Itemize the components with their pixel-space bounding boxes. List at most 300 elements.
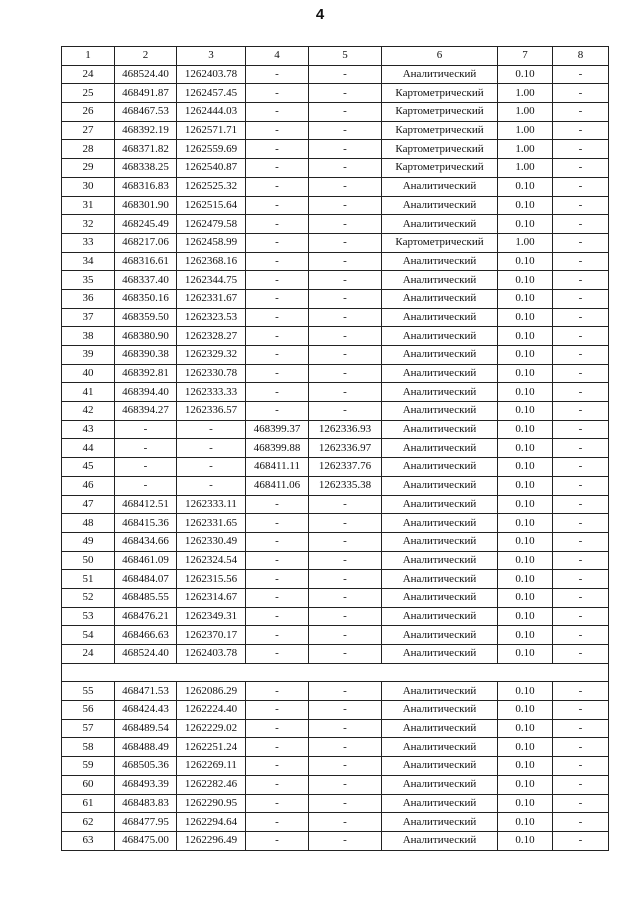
table-cell: - (553, 84, 609, 103)
table-cell: - (309, 252, 382, 271)
table-cell: - (246, 65, 309, 84)
table-cell: 34 (62, 252, 115, 271)
table-row (62, 103, 609, 122)
header-cell: 1 (62, 47, 115, 66)
table-cell: - (553, 626, 609, 645)
table-cell: Аналитический (382, 271, 498, 290)
table-cell: Аналитический (382, 420, 498, 439)
table-cell: 1262403.78 (177, 645, 246, 664)
table-row (62, 588, 609, 607)
table-cell: 468411.11 (246, 458, 309, 477)
table-row (62, 738, 609, 757)
table-row (62, 159, 609, 178)
table-cell: - (246, 551, 309, 570)
table-cell: 0.10 (498, 346, 553, 365)
table-cell: 468338.25 (115, 159, 177, 178)
table-cell: 1262315.56 (177, 570, 246, 589)
table-cell: 33 (62, 233, 115, 252)
table-cell: 0.10 (498, 177, 553, 196)
table-cell: Аналитический (382, 588, 498, 607)
table-cell: - (246, 775, 309, 794)
table-cell: - (246, 140, 309, 159)
table-cell: 468412.51 (115, 495, 177, 514)
table-cell: 0.10 (498, 420, 553, 439)
table-cell: Аналитический (382, 757, 498, 776)
table-cell: - (246, 196, 309, 215)
table-cell: 63 (62, 831, 115, 850)
table-cell: - (246, 103, 309, 122)
table-cell: - (246, 383, 309, 402)
table-cell: - (553, 364, 609, 383)
table-cell: 468316.83 (115, 177, 177, 196)
table-cell: - (115, 420, 177, 439)
table-cell: Аналитический (382, 514, 498, 533)
table-cell: Аналитический (382, 813, 498, 832)
table-cell: 1262296.49 (177, 831, 246, 850)
table-cell: 468394.40 (115, 383, 177, 402)
table-cell: 1262333.33 (177, 383, 246, 402)
table-cell: 51 (62, 570, 115, 589)
table-cell: 60 (62, 775, 115, 794)
table-cell: 1262368.16 (177, 252, 246, 271)
table-cell: Картометрический (382, 84, 498, 103)
table-cell: 468399.37 (246, 420, 309, 439)
table-cell: 468491.87 (115, 84, 177, 103)
table-cell: 468245.49 (115, 215, 177, 234)
table-cell: - (553, 532, 609, 551)
table-cell: 0.10 (498, 831, 553, 850)
table-cell: - (553, 121, 609, 140)
table-header-row (62, 47, 609, 66)
table-cell: 0.10 (498, 514, 553, 533)
table-row (62, 215, 609, 234)
table-cell: - (246, 831, 309, 850)
table-cell: - (309, 140, 382, 159)
table-cell: - (553, 514, 609, 533)
table-cell: - (553, 551, 609, 570)
table-cell: 0.10 (498, 588, 553, 607)
table-row (62, 65, 609, 84)
table-cell: - (553, 645, 609, 664)
table-row (62, 775, 609, 794)
table-cell: - (309, 738, 382, 757)
table-cell: - (553, 289, 609, 308)
table-cell: - (553, 159, 609, 178)
table-cell: - (309, 346, 382, 365)
table-cell: - (246, 215, 309, 234)
table-cell: 52 (62, 588, 115, 607)
table-cell: 468489.54 (115, 719, 177, 738)
table-cell: 0.10 (498, 551, 553, 570)
table-row (62, 140, 609, 159)
table-cell: - (553, 65, 609, 84)
table-cell: - (553, 831, 609, 850)
table-cell: 468316.61 (115, 252, 177, 271)
table-cell: - (246, 327, 309, 346)
table-row (62, 682, 609, 701)
table-row (62, 514, 609, 533)
table-cell: 468466.63 (115, 626, 177, 645)
table-cell: 468301.90 (115, 196, 177, 215)
table-cell: - (309, 495, 382, 514)
table-cell: - (309, 532, 382, 551)
table-cell: 468371.82 (115, 140, 177, 159)
table-cell: - (553, 439, 609, 458)
header-cell: 4 (246, 47, 309, 66)
table-cell: 1262457.45 (177, 84, 246, 103)
table-cell: - (553, 215, 609, 234)
table-cell: 468217.06 (115, 233, 177, 252)
table-cell: Аналитический (382, 607, 498, 626)
header-cell: 3 (177, 47, 246, 66)
table-cell: 468350.16 (115, 289, 177, 308)
table-cell: - (309, 271, 382, 290)
table-cell: - (553, 458, 609, 477)
table-cell: - (246, 607, 309, 626)
table-cell: - (246, 84, 309, 103)
table-cell: 1262330.78 (177, 364, 246, 383)
table-cell: - (553, 196, 609, 215)
table-cell: Аналитический (382, 383, 498, 402)
table-cell: - (246, 346, 309, 365)
table-cell: - (246, 719, 309, 738)
table-cell: - (553, 719, 609, 738)
table-cell: Аналитический (382, 177, 498, 196)
table-row (62, 701, 609, 720)
table-cell: 0.10 (498, 196, 553, 215)
table-cell: 468505.36 (115, 757, 177, 776)
table-cell: 1262344.75 (177, 271, 246, 290)
table-cell: 1.00 (498, 140, 553, 159)
table-cell: - (309, 196, 382, 215)
table-cell: - (553, 570, 609, 589)
table-cell: - (309, 327, 382, 346)
table-row (62, 458, 609, 477)
table-cell: 0.10 (498, 308, 553, 327)
table-cell: Аналитический (382, 738, 498, 757)
table-cell: 1262336.57 (177, 402, 246, 421)
table-row (62, 420, 609, 439)
table-row (62, 177, 609, 196)
table-cell: 47 (62, 495, 115, 514)
table-cell: 1.00 (498, 159, 553, 178)
table-cell: Картометрический (382, 140, 498, 159)
table-cell: 1262330.49 (177, 532, 246, 551)
table-cell: - (309, 607, 382, 626)
table-cell: 50 (62, 551, 115, 570)
table-cell: - (553, 383, 609, 402)
table-cell: Аналитический (382, 476, 498, 495)
table-cell: Аналитический (382, 831, 498, 850)
table-row (62, 327, 609, 346)
table-cell: 0.10 (498, 813, 553, 832)
table-cell: - (246, 233, 309, 252)
table-row (62, 252, 609, 271)
table-cell: - (246, 159, 309, 178)
table-cell: Картометрический (382, 103, 498, 122)
table-cell: Аналитический (382, 196, 498, 215)
table-cell: - (246, 308, 309, 327)
table-cell: 0.10 (498, 65, 553, 84)
table-cell: 41 (62, 383, 115, 402)
table-cell: 32 (62, 215, 115, 234)
table-cell: 49 (62, 532, 115, 551)
table-cell: 1262515.64 (177, 196, 246, 215)
table-cell: 468434.66 (115, 532, 177, 551)
table-cell: 56 (62, 701, 115, 720)
table-cell: - (309, 364, 382, 383)
separator-cell (62, 663, 609, 682)
table-cell: 1262540.87 (177, 159, 246, 178)
table-cell: 1262444.03 (177, 103, 246, 122)
table-cell: - (177, 420, 246, 439)
table-cell: - (309, 159, 382, 178)
table-cell: 468493.39 (115, 775, 177, 794)
table-cell: - (309, 570, 382, 589)
table-cell: - (309, 645, 382, 664)
table-row (62, 383, 609, 402)
table-cell: - (553, 701, 609, 720)
table-cell: 1.00 (498, 103, 553, 122)
table-cell: 38 (62, 327, 115, 346)
table-cell: 1262479.58 (177, 215, 246, 234)
table-cell: - (309, 177, 382, 196)
table-cell: 1262349.31 (177, 607, 246, 626)
table-cell: 1262336.93 (309, 420, 382, 439)
table-row (62, 346, 609, 365)
table-cell: Аналитический (382, 701, 498, 720)
table-row (62, 439, 609, 458)
table-cell: 0.10 (498, 271, 553, 290)
table-cell: 468483.83 (115, 794, 177, 813)
table-cell: - (553, 495, 609, 514)
table-cell: - (309, 84, 382, 103)
table-cell: - (309, 383, 382, 402)
table-cell: - (553, 327, 609, 346)
table-cell: - (246, 495, 309, 514)
table-row (62, 794, 609, 813)
table-cell: 0.10 (498, 775, 553, 794)
table-cell: - (553, 682, 609, 701)
table-cell: - (246, 794, 309, 813)
table-cell: Аналитический (382, 346, 498, 365)
table-cell: 0.10 (498, 794, 553, 813)
table-cell: - (309, 588, 382, 607)
table-cell: - (309, 831, 382, 850)
table-cell: - (246, 626, 309, 645)
table-cell: Аналитический (382, 289, 498, 308)
table-row (62, 645, 609, 664)
table-row (62, 626, 609, 645)
table-row (62, 757, 609, 776)
table-cell: 1262370.17 (177, 626, 246, 645)
table-cell: 0.10 (498, 645, 553, 664)
table-cell: 1262337.76 (309, 458, 382, 477)
table-row (62, 607, 609, 626)
table-cell: - (553, 177, 609, 196)
table-cell: Аналитический (382, 794, 498, 813)
table-cell: 48 (62, 514, 115, 533)
table-cell: - (246, 738, 309, 757)
table-cell: 28 (62, 140, 115, 159)
table-cell: Аналитический (382, 252, 498, 271)
table-cell: Аналитический (382, 402, 498, 421)
table-cell: 468524.40 (115, 65, 177, 84)
table-cell: Аналитический (382, 364, 498, 383)
table-cell: - (246, 289, 309, 308)
table-cell: 1262335.38 (309, 476, 382, 495)
table-cell: Аналитический (382, 626, 498, 645)
table-cell: 1262314.67 (177, 588, 246, 607)
table-cell: Картометрический (382, 121, 498, 140)
header-cell: 5 (309, 47, 382, 66)
table-cell: 0.10 (498, 383, 553, 402)
table-cell: - (246, 813, 309, 832)
table-cell: 468411.06 (246, 476, 309, 495)
table-cell: - (246, 364, 309, 383)
table-cell: - (553, 775, 609, 794)
table-cell: - (309, 103, 382, 122)
table-cell: 468359.50 (115, 308, 177, 327)
table-cell: 468467.53 (115, 103, 177, 122)
table-row (62, 364, 609, 383)
table-cell: 39 (62, 346, 115, 365)
table-cell: 0.10 (498, 719, 553, 738)
table-row (62, 813, 609, 832)
table-cell: Аналитический (382, 570, 498, 589)
table-cell: 0.10 (498, 327, 553, 346)
table-cell: 468337.40 (115, 271, 177, 290)
table-cell: Картометрический (382, 159, 498, 178)
table-cell: - (553, 103, 609, 122)
table-cell: 0.10 (498, 607, 553, 626)
table-row (62, 196, 609, 215)
coordinates-table (61, 46, 609, 851)
table-cell: 1262559.69 (177, 140, 246, 159)
table-cell: 1.00 (498, 233, 553, 252)
table-cell: - (309, 402, 382, 421)
header-cell: 8 (553, 47, 609, 66)
table-cell: - (246, 570, 309, 589)
table-cell: Аналитический (382, 682, 498, 701)
table-cell: Аналитический (382, 458, 498, 477)
table-cell: - (246, 701, 309, 720)
table-cell: 0.10 (498, 402, 553, 421)
table-cell: 468415.36 (115, 514, 177, 533)
table-cell: - (553, 233, 609, 252)
table-cell: - (309, 775, 382, 794)
table-cell: 40 (62, 364, 115, 383)
table-cell: - (246, 757, 309, 776)
table-cell: 0.10 (498, 476, 553, 495)
table-cell: 468477.95 (115, 813, 177, 832)
table-cell: 27 (62, 121, 115, 140)
table-cell: 45 (62, 458, 115, 477)
header-cell: 6 (382, 47, 498, 66)
table-cell: - (246, 252, 309, 271)
table-cell: 53 (62, 607, 115, 626)
table-cell: 0.10 (498, 701, 553, 720)
table-row (62, 476, 609, 495)
table-cell: 1262336.97 (309, 439, 382, 458)
table-cell: - (553, 738, 609, 757)
table-cell: Аналитический (382, 645, 498, 664)
table-cell: Аналитический (382, 551, 498, 570)
table-cell: - (115, 439, 177, 458)
table-cell: 1262525.32 (177, 177, 246, 196)
table-cell: - (309, 813, 382, 832)
table-cell: 31 (62, 196, 115, 215)
table-cell: Аналитический (382, 439, 498, 458)
table-cell: - (246, 271, 309, 290)
table-cell: 468390.38 (115, 346, 177, 365)
table-row (62, 570, 609, 589)
table-cell: 44 (62, 439, 115, 458)
table-cell: 24 (62, 65, 115, 84)
table-cell: 1262086.29 (177, 682, 246, 701)
table-cell: 1262331.67 (177, 289, 246, 308)
table-cell: - (309, 701, 382, 720)
table-cell: 55 (62, 682, 115, 701)
table-cell: 43 (62, 420, 115, 439)
table-body (62, 65, 609, 850)
table-cell: 59 (62, 757, 115, 776)
table-cell: - (246, 682, 309, 701)
table-cell: 468485.55 (115, 588, 177, 607)
table-cell: 62 (62, 813, 115, 832)
table-cell: - (309, 626, 382, 645)
table-cell: Аналитический (382, 495, 498, 514)
table-cell: 468476.21 (115, 607, 177, 626)
table-cell: - (246, 514, 309, 533)
table-cell: - (246, 121, 309, 140)
page-number: 4 (315, 6, 325, 23)
table-cell: - (553, 420, 609, 439)
table-cell: Аналитический (382, 65, 498, 84)
table-cell: - (553, 588, 609, 607)
table-cell: 61 (62, 794, 115, 813)
table-cell: 1262229.02 (177, 719, 246, 738)
table-cell: 468524.40 (115, 645, 177, 664)
table-cell: 468392.81 (115, 364, 177, 383)
table-cell: 1262282.46 (177, 775, 246, 794)
table-row (62, 233, 609, 252)
header-cell: 7 (498, 47, 553, 66)
table-cell: - (309, 308, 382, 327)
table-cell: - (246, 588, 309, 607)
table-cell: 0.10 (498, 682, 553, 701)
table-cell: - (309, 757, 382, 776)
table-cell: 1262403.78 (177, 65, 246, 84)
table-cell: 0.10 (498, 215, 553, 234)
table-cell: - (553, 794, 609, 813)
table-cell: - (553, 252, 609, 271)
table-cell: - (246, 402, 309, 421)
table-row (62, 532, 609, 551)
table-cell: 0.10 (498, 532, 553, 551)
table-cell: - (309, 121, 382, 140)
table-cell: 468392.19 (115, 121, 177, 140)
table-cell: Аналитический (382, 327, 498, 346)
table-row (62, 719, 609, 738)
header-cell: 2 (115, 47, 177, 66)
table-cell: 24 (62, 645, 115, 664)
table-cell: 0.10 (498, 626, 553, 645)
table-cell: Картометрический (382, 233, 498, 252)
table-cell: - (309, 551, 382, 570)
table-cell: - (309, 233, 382, 252)
table-cell: 468380.90 (115, 327, 177, 346)
